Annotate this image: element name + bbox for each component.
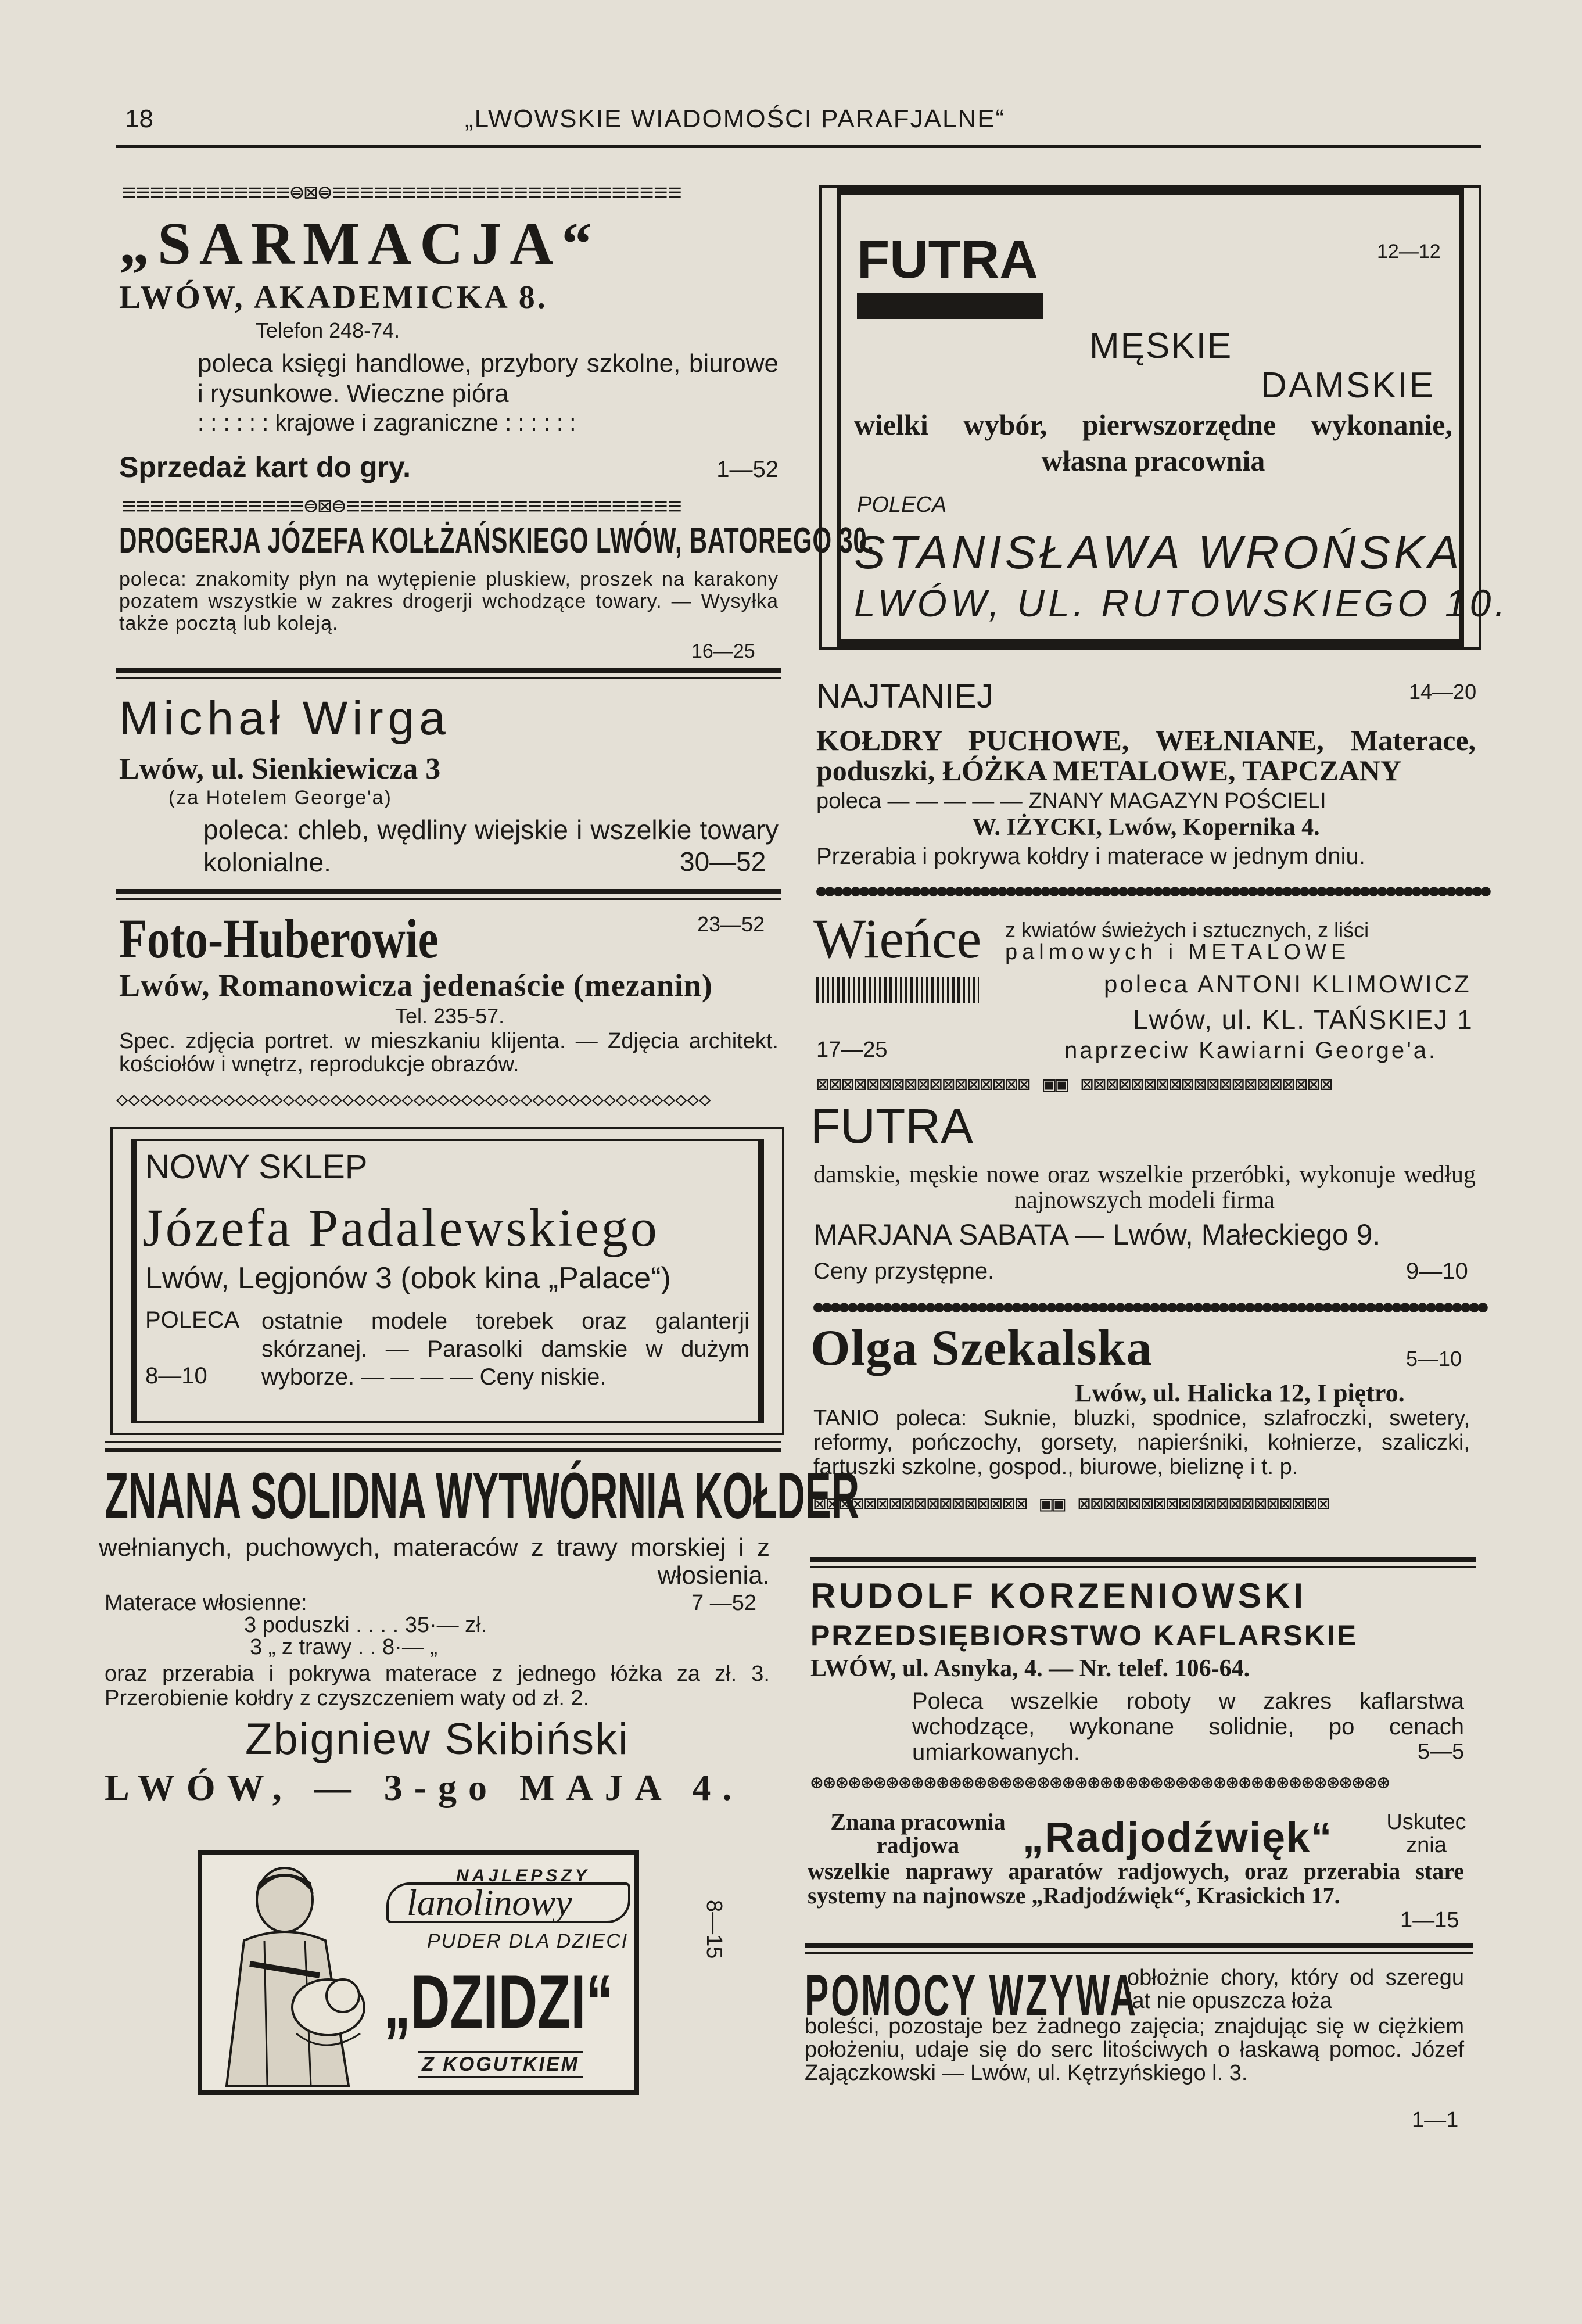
radjo-znana: Znana pracownia radjowa [830, 1809, 1006, 1858]
futra1-text: wielki wybór, pierwszorzędne wykonanie, własna pracownia [854, 408, 1452, 477]
wirga-name: Michał Wirga [119, 692, 450, 745]
page-number: 18 [125, 105, 153, 133]
drogerja-text: poleca: znakomity płyn na wytępienie pluskiew, proszek na karakony pozatem wszystkie w zakres drogerji wchodzące towary. — Wysyłka także pocztą lub koleją. [119, 568, 779, 634]
foto-text: Spec. zdjęcia portret. w mieszkaniu klijenta. — Zdjęcia architekt. kościołów i wnętrz, reprodukcje obrazów. [119, 1029, 779, 1077]
foto-name-wrap [119, 906, 700, 970]
korzeniowski-address: LWÓW, ul. Asnyka, 4. — Nr. telef. 106-64. [810, 1655, 1250, 1682]
korzeniowski-text: Poleca wszelkie roboty w zakres kaflarstwa wchodzące, wykonane solidnie, po cenach umiarkowanych. [912, 1688, 1464, 1765]
szekalska-text: TANIO poleca: Suknie, bluzki, spodnice, szlafroczki, swetery, reformy, pończochy, gorsety, napierśniki, kołnierze, szaliczki, fartuszki szkolne, gospod., biurowe, bieliznę i t. p. [813, 1406, 1470, 1479]
wirga-code: 30—52 [680, 847, 766, 877]
padalewski-line1: NOWY SKLEP [145, 1148, 368, 1186]
ornament-border: ≡≡≡≡≡≡≡≡≡≡≡≡⊜⊠⊜≡≡≡≡≡≡≡≡≡≡≡≡≡≡≡≡≡≡≡≡≡≡≡≡≡ [122, 179, 682, 206]
izycki-poleca: poleca — — — — — ZNANY MAGAZYN POŚCIELI [816, 789, 1326, 813]
ornament-border: ⊠⊠⊠⊠⊠⊠⊠⊠⊠⊠⊠⊠⊠⊠⊠⊠⊠ ▣▣ ⊠⊠⊠⊠⊠⊠⊠⊠⊠⊠⊠⊠⊠⊠⊠⊠⊠⊠⊠⊠ [813, 1492, 1330, 1516]
futra1-address: LWÓW, UL. RUTOWSKIEGO 10. [854, 582, 1509, 625]
futra1-title: FUTRA [857, 230, 1038, 289]
drogerja-title: DROGERJA JÓZEFA KOLŁŻAŃSKIEGO LWÓW, BATOREGO 30. [119, 521, 874, 561]
futra1-name: STANISŁAWA WROŃSKA [854, 526, 1463, 578]
drogerja-title-wrap [119, 520, 874, 566]
szekalska-address: Lwów, ul. Halicka 12, I piętro. [1075, 1379, 1405, 1407]
futra2-text: damskie, męskie nowe oraz wszelkie przeróbki, wykonuje według najnowszych modeli firma [813, 1161, 1476, 1214]
wience-code: 17—25 [816, 1038, 888, 1062]
foto-code: 23—52 [697, 912, 765, 936]
publication-title: „LWOWSKIE WIADOMOŚCI PARAFJALNE“ [465, 105, 1006, 133]
padalewski-address: Lwów, Legjonów 3 (obok kina „Palace“) [145, 1261, 671, 1295]
padalewski-poleca: POLECA [145, 1307, 240, 1333]
korzeniowski-name: RUDOLF KORZENIOWSKI [810, 1576, 1307, 1615]
sarmacja-phone: Telefon 248-74. [256, 318, 400, 342]
pomocy-text2: boleści, pozostaje bez żadnego zajęcia; znajdując się w ciężkiem położeniu, udaje się do serc litościwych o łaskawą pomoc. Józef Zajączkowski — Lwów, ul. Kętrzyńskiego l. 3. [805, 2014, 1464, 2085]
skibinski-name: Zbigniew Skibiński [245, 1715, 630, 1764]
futra1-meskie: MĘSKIE [1089, 326, 1233, 366]
izycki-title: NAJTANIEJ [816, 677, 994, 715]
skibinski-row1: 3 poduszki . . . . 35·— zł. [244, 1613, 487, 1637]
dzidzi-code: 8—15 [702, 1900, 726, 1959]
radjo-uskut: Uskutecznia [1386, 1810, 1466, 1857]
padalewski-text: ostatnie modele torebek oraz galanterji skórzanej. — Parasolki damskie w dużym wyborze. — — — — Ceny niskie. [261, 1308, 749, 1390]
dzidzi-najlepszy: NAJLEPSZY [456, 1866, 590, 1885]
futra2-code: 9—10 [1406, 1258, 1468, 1284]
skibinski-title: ZNANA SOLIDNA WYTWÓRNIA KOŁDER [105, 1459, 860, 1532]
dzidzi-lanolinowy: lanolinowy [407, 1882, 572, 1923]
wience-title: Wieńce [813, 908, 982, 970]
pomocy-title: POMOCY WZYWA [805, 1963, 1138, 2028]
divider [116, 898, 781, 900]
divider [105, 1441, 781, 1443]
skibinski-code: 7 —52 [691, 1591, 756, 1615]
ornament-border: ◇◇◇◇◇◇◇◇◇◇◇◇◇◇◇◇◇◇◇◇◇◇◇◇◇◇◇◇◇◇◇◇◇◇◇◇◇◇◇◇◇◇◇◇◇◇◇◇◇◇ [116, 1088, 711, 1111]
skibinski-address: LWÓW, — 3-go MAJA 4. [105, 1767, 744, 1808]
wience-line5: naprzeciw Kawiarni George'a. [1064, 1038, 1438, 1063]
wience-line1: z kwiatów świeżych i sztucznych, z liści [1005, 918, 1369, 942]
header-rule [116, 145, 1481, 148]
izycki-name: W. IŻYCKI, Lwów, Kopernika 4. [972, 814, 1320, 841]
pomocy-code: 1—1 [1412, 2108, 1459, 2132]
izycki-text1: KOŁDRY PUCHOWE, WEŁNIANE, Materace, poduszki, ŁÓŻKA METALOWE, TAPCZANY [816, 724, 1476, 787]
foto-name: Foto-Huberowie [119, 908, 439, 970]
divider [116, 889, 781, 894]
skibinski-text2: oraz przerabia i pokrywa materace z jednego łóżka za zł. 3. Przerobienie kołdry z czyszczeniem waty od zł. 2. [105, 1662, 770, 1710]
foto-address: Lwów, Romanowicza jedenaście (mezanin) [119, 968, 713, 1003]
divider [116, 668, 781, 673]
radjo-code: 1—15 [1400, 1908, 1459, 1932]
korzeniowski-code: 5—5 [1418, 1740, 1465, 1764]
dzidzi-kogut: Z KOGUTKIEM [418, 2051, 583, 2078]
ornament-border: ●●●●●●●●●●●●●●●●●●●●●●●●●●●●●●●●●●●●●●●●●●●●●●●●●●●●●●●●●●●●●●●●●●●●●●●●●●●●●● [816, 881, 1490, 900]
szekalska-code: 5—10 [1406, 1347, 1462, 1371]
ornament-border: ⊛⊛⊛⊛⊛⊛⊛⊛⊛⊛⊛⊛⊛⊛⊛⊛⊛⊛⊛⊛⊛⊛⊛⊛⊛⊛⊛⊛⊛⊛⊛⊛⊛⊛⊛⊛⊛⊛⊛⊛⊛⊛⊛⊛⊛⊛ [810, 1771, 1390, 1795]
wience-line2: palmowych i METALOWE [1005, 940, 1351, 964]
szekalska-name: Olga Szekalska [810, 1320, 1153, 1376]
dzidzi-puder: PUDER DLA DZIECI [427, 1930, 629, 1952]
futra1-damskie: DAMSKIE [1261, 365, 1436, 406]
wirga-note: (za Hotelem George'a) [168, 787, 392, 809]
wience-line3: poleca ANTONI KLIMOWICZ [1104, 970, 1472, 998]
futra1-code: 12—12 [1377, 241, 1441, 263]
futra2-name: MARJANA SABATA — Lwów, Małeckiego 9. [813, 1218, 1381, 1251]
ornament-border: ≡≡≡≡≡≡≡≡≡≡≡≡≡⊜⊠⊜≡≡≡≡≡≡≡≡≡≡≡≡≡≡≡≡≡≡≡≡≡≡≡≡ [122, 493, 682, 519]
dzidzi-brand: „DZIDZI“ [383, 1959, 614, 2044]
divider [116, 677, 781, 679]
wirga-text: poleca: chleb, wędliny wiejskie i wszelkie towary kolonialne. [203, 815, 779, 877]
izycki-code: 14—20 [1409, 680, 1477, 704]
sarmacja-code: 1—52 [716, 457, 779, 482]
divider [810, 1566, 1476, 1568]
pomocy-text1: obłożnie chory, który od szeregu lat nie opuszcza łoża [1127, 1966, 1464, 2013]
divider [105, 1448, 781, 1452]
futra2-ceny: Ceny przystępne. [813, 1258, 995, 1284]
izycki-text2: Przerabia i pokrywa kołdry i materace w jednym dniu. [816, 844, 1365, 869]
sarmacja-footer [119, 450, 779, 484]
wience-bar [816, 977, 979, 1003]
divider [805, 1952, 1473, 1954]
skibinski-mat-label: Materace włosienne: [105, 1591, 307, 1615]
radjo-text: wszelkie naprawy aparatów radjowych, oraz przerabia stare systemy na najnowsze „Radjodźwięk“, Krasickich 17. [808, 1858, 1464, 1909]
skibinski-title-wrap [105, 1458, 860, 1532]
ornament-border: ⊠⊠⊠⊠⊠⊠⊠⊠⊠⊠⊠⊠⊠⊠⊠⊠⊠ ▣▣ ⊠⊠⊠⊠⊠⊠⊠⊠⊠⊠⊠⊠⊠⊠⊠⊠⊠⊠⊠⊠ [816, 1073, 1333, 1096]
futra1-poleca: POLECA [857, 493, 947, 517]
futra1-bar [857, 293, 1043, 319]
wience-line4: Lwów, ul. KL. TAŃSKIEJ 1 [1133, 1005, 1473, 1035]
foto-phone: Tel. 235-57. [395, 1004, 505, 1028]
wirga-address: Lwów, ul. Sienkiewicza 3 [119, 752, 441, 786]
sarmacja-text-3: Sprzedaż kart do gry. [119, 451, 411, 483]
divider [810, 1557, 1476, 1562]
padalewski-name: Józefa Padalewskiego [142, 1198, 659, 1257]
padalewski-code: 8—10 [145, 1363, 207, 1389]
sarmacja-text-2: : : : : : : krajowe i zagraniczne : : : : : : [198, 410, 576, 436]
sarmacja-title: „SARMACJA“ [119, 210, 600, 277]
divider [805, 1943, 1473, 1948]
ornament-border: ●●●●●●●●●●●●●●●●●●●●●●●●●●●●●●●●●●●●●●●●●●●●●●●●●●●●●●●●●●●●●●●●●●●●●●●●●●●●●● [813, 1297, 1487, 1316]
mother-baby-illustration [209, 1859, 383, 2086]
pomocy-title-wrap [805, 1963, 1138, 2028]
sarmacja-text: poleca księgi handlowe, przybory szkolne, biurowe i rysunkowe. Wieczne pióra [198, 349, 779, 408]
drogerja-code: 16—25 [691, 640, 755, 662]
futra2-title: FUTRA [810, 1099, 973, 1153]
skibinski-text1: wełnianych, puchowych, materaców z trawy morskiej i z włosienia. [99, 1533, 770, 1590]
dzidzi-brand-wrap [383, 1958, 627, 2044]
korzeniowski-line2: PRZEDSIĘBIORSTWO KAFLARSKIE [810, 1619, 1358, 1652]
radjo-name: „Radjodźwięk“ [1023, 1814, 1333, 1861]
sarmacja-address: LWÓW, AKADEMICKA 8. [119, 279, 548, 315]
skibinski-row2: 3 „ z trawy . . 8·— „ [250, 1635, 438, 1659]
